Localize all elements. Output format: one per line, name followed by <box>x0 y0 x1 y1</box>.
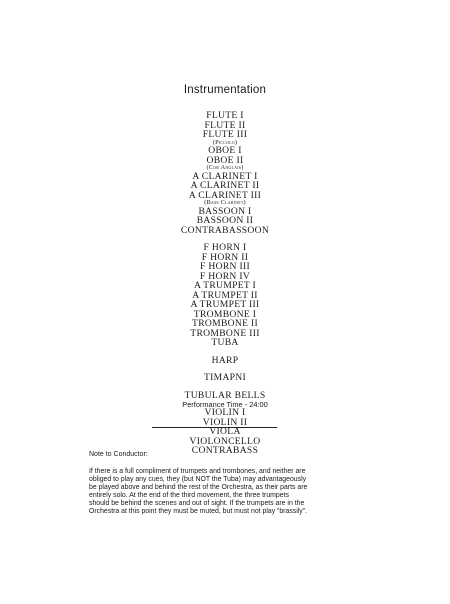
instrument-item: TUBULAR BELLS <box>184 389 266 401</box>
instrument-item: FLUTE I <box>206 110 244 121</box>
instrument-item: HARP <box>211 354 239 366</box>
instrument-item: TUBA <box>211 337 239 348</box>
instrument-item: A CLARINET II <box>190 180 260 191</box>
instrument-item: A CLARINET III <box>188 189 262 201</box>
note-body <box>89 468 364 517</box>
instrument-item: VIOLIN I <box>204 407 246 418</box>
instrument-item: OBOE I <box>208 145 242 156</box>
instrument-doubling-note: (Cor Anglais) <box>206 164 244 171</box>
instrument-item: TIMAPNI <box>203 372 247 383</box>
instrument-item: FLUTE III <box>202 129 248 140</box>
instrument-item: F HORN I <box>203 242 247 253</box>
instrument-item: A TRUMPET III <box>190 299 260 310</box>
instrument-item: A TRUMPET I <box>193 280 257 291</box>
instrument-item: TROMBONE II <box>192 318 258 329</box>
instrument-item: VIOLIN II <box>202 416 248 428</box>
page-title: Instrumentation <box>183 84 267 96</box>
note-line: Orchestra at this point they must be muted, but must not play “brassily”. <box>89 508 307 516</box>
instrument-item: BASSOON I <box>198 205 252 217</box>
instrument-doubling-note: (Piccolo) <box>212 138 238 146</box>
instrument-item: F HORN II <box>201 251 249 263</box>
instrument-item: A TRUMPET II <box>192 289 258 301</box>
instrument-item: TROMBONE III <box>190 327 260 339</box>
performance-time: Performance Time - 24:00 <box>182 400 268 409</box>
instrument-doubling-note: (Bass Clarinet) <box>204 199 246 206</box>
note-line: entirely solo. At the end of the third movement, the three trumpets <box>89 492 289 500</box>
note-heading: Note to Conductor: <box>89 451 148 458</box>
instrument-item: VIOLONCELLO <box>189 435 261 447</box>
instrument-item: F HORN IV <box>199 270 251 282</box>
note-line: If there is a full compliment of trumpets and trombones, and neither are <box>89 468 306 475</box>
instrument-item: TROMBONE I <box>193 308 257 320</box>
instrument-item: A CLARINET I <box>192 170 258 182</box>
instrument-item: CONTRABASS <box>191 445 259 456</box>
instrument-item: FLUTE II <box>204 119 246 131</box>
instrument-item: OBOE II <box>206 154 244 166</box>
instrument-item: F HORN III <box>200 261 250 272</box>
instrument-item: BASSOON II <box>196 215 254 226</box>
note-line: be played above and behind the rest of the Orchestra, as their parts are <box>89 484 308 492</box>
note-line: obliged to play any cues, they (but NOT the Tuba) may advantageously <box>89 476 307 484</box>
note-line: should be behind the scenes and out of sight. If the trumpets are in the <box>89 500 305 508</box>
instrument-item: CONTRABASSOON <box>180 224 270 236</box>
divider-rule <box>152 427 277 428</box>
instrument-item: VIOLA <box>209 426 241 437</box>
